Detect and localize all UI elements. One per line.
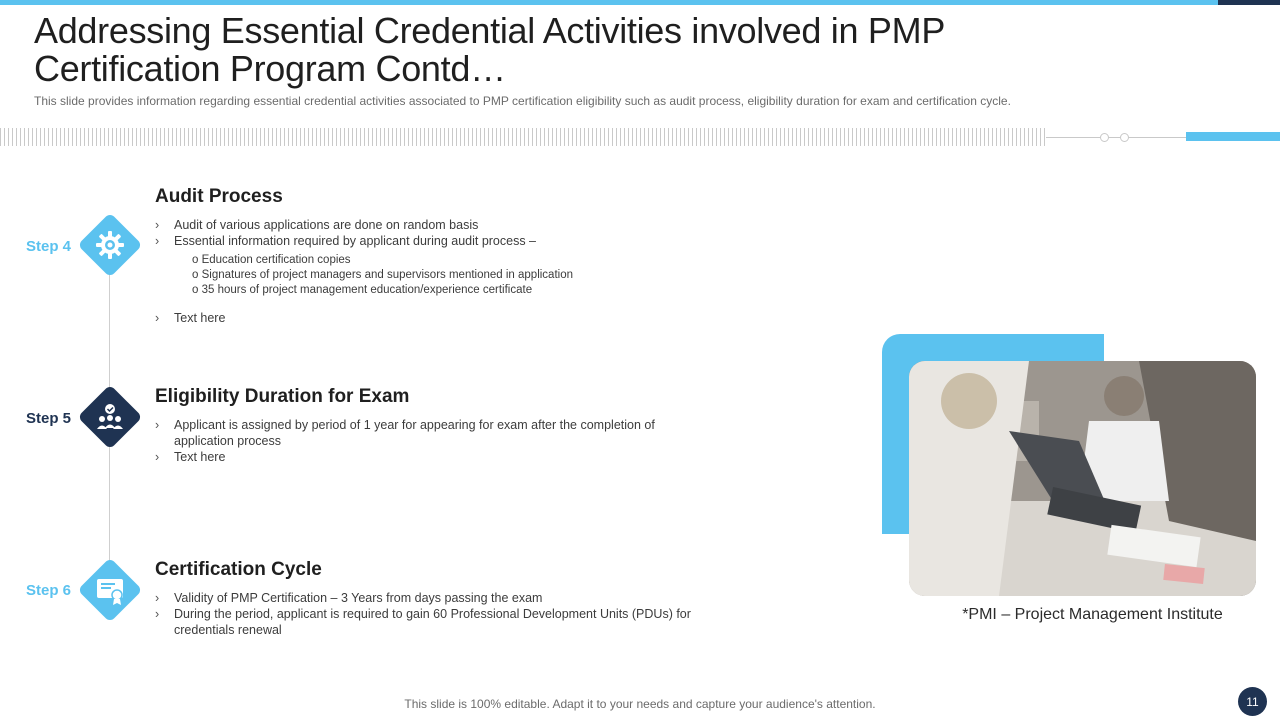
top-dark-bar (1218, 0, 1280, 5)
ruler-line (1046, 137, 1186, 138)
photo-caption: *PMI – Project Management Institute (962, 606, 1223, 623)
list-item: › Applicant is assigned by period of 1 year for appearing for exam after the completion of application process (155, 417, 695, 449)
ruler-dot (1120, 133, 1129, 142)
top-accent-bar (0, 0, 1218, 5)
sub-list-item: o Education certification copies (192, 254, 351, 266)
sub-list (192, 253, 715, 298)
list-item: › Text here (155, 449, 695, 465)
gear-icon (77, 212, 143, 278)
certificate-icon (77, 557, 143, 623)
footer-note: This slide is 100% editable. Adapt it to your needs and capture your audience's attention. (404, 697, 876, 711)
step-6-label: Step 6 (26, 582, 72, 599)
step-5-label: Step 5 (26, 410, 72, 427)
step-4-title: Audit Process (155, 186, 283, 207)
page-subtitle: This slide provides information regarding essential credential activities associated to PMP certification eligibility such as audit process, eligibility duration for exam and certification cycle. (34, 94, 1011, 108)
step-4-label: Step 4 (26, 238, 72, 255)
step-5-title: Eligibility Duration for Exam (155, 386, 410, 407)
sub-list-item: o 35 hours of project management education/experience certificate (192, 284, 533, 296)
step-6-title: Certification Cycle (155, 559, 322, 580)
ruler-accent-bar (1186, 132, 1280, 141)
sub-list-item: o Signatures of project managers and supervisors mentioned in application (192, 269, 573, 281)
list-item: › Audit of various applications are done on random basis (155, 217, 715, 233)
step-5-bullets (155, 417, 695, 465)
team-badge-icon (77, 384, 143, 450)
list-item: › During the period, applicant is required to gain 60 Professional Development Units (PDUs) for credentials renewal (155, 606, 715, 638)
list-item: › Validity of PMP Certification – 3 Years from days passing the exam (155, 590, 715, 606)
decorative-ruler (0, 128, 1046, 146)
ruler-dot (1100, 133, 1109, 142)
step-4-bullets (155, 217, 715, 326)
page-number-badge: 11 (1238, 687, 1267, 716)
page-title: Addressing Essential Credential Activities involved in PMP Certification Program Contd… (34, 10, 945, 89)
list-item: › Text here (155, 310, 715, 326)
team-meeting-photo (909, 361, 1256, 596)
step-6-bullets (155, 590, 715, 638)
list-item: › Essential information required by applicant during audit process – (155, 233, 715, 249)
